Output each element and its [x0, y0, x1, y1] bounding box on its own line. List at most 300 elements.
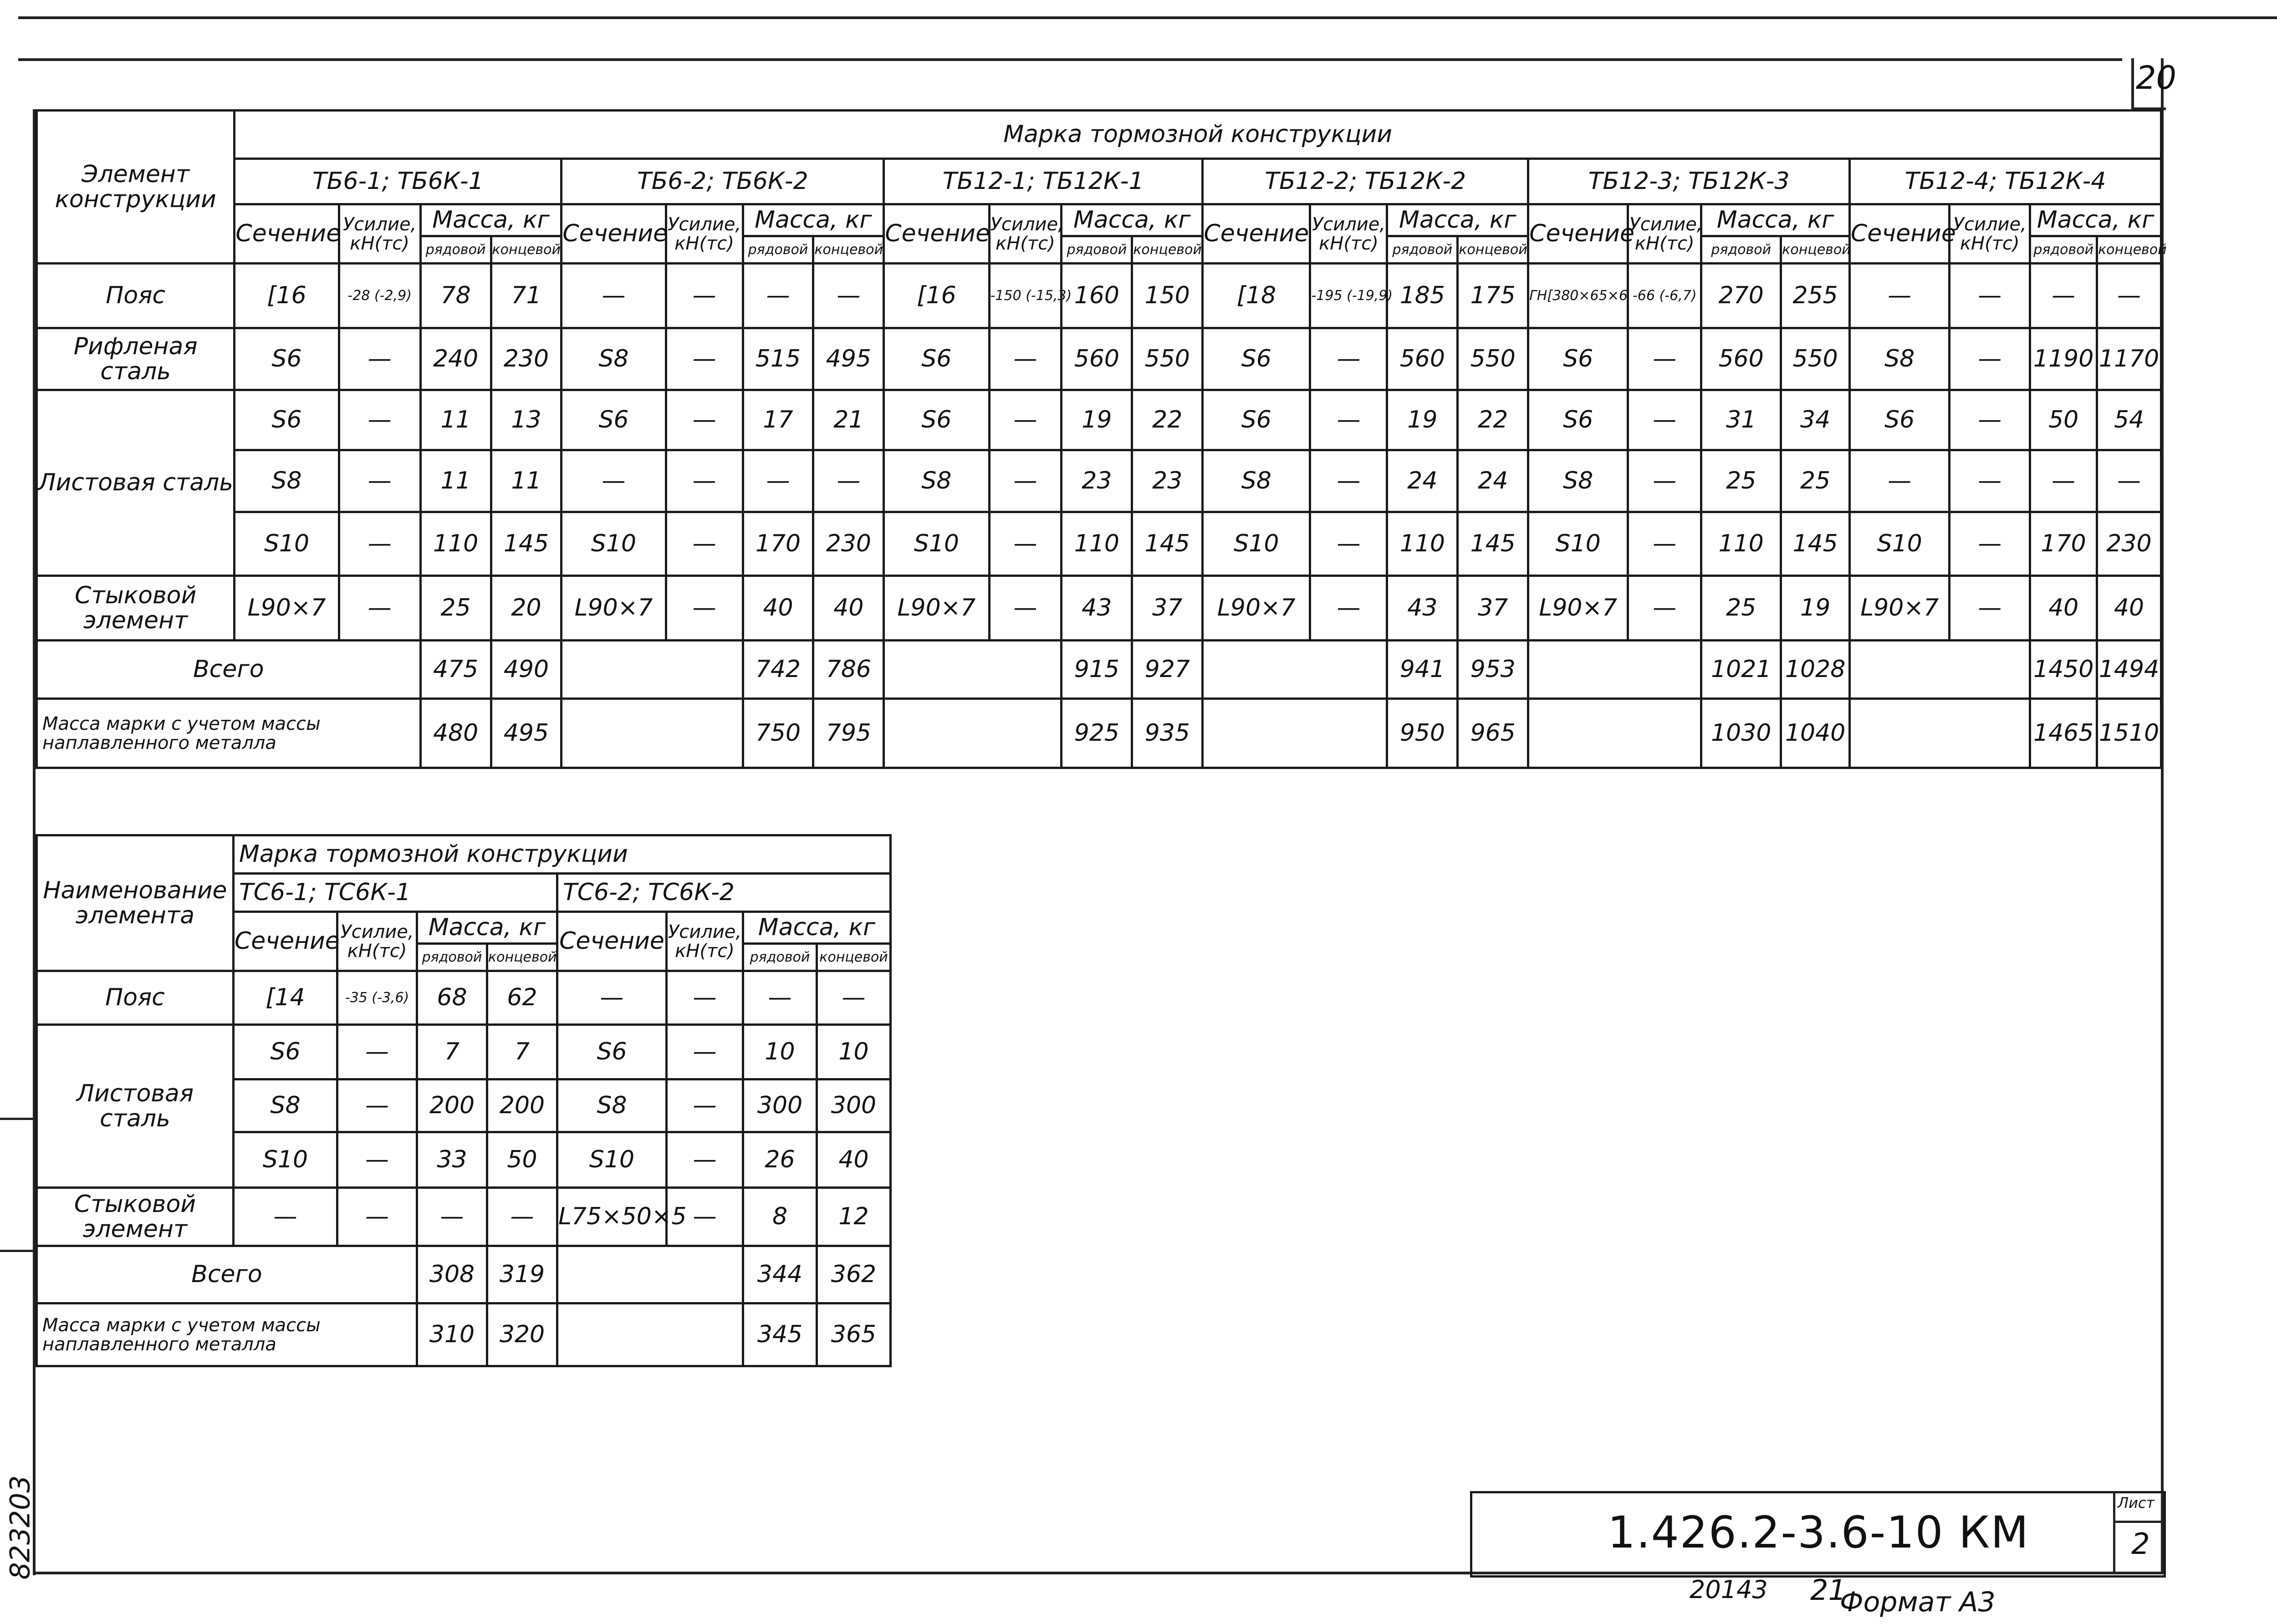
table-cell: — [339, 328, 420, 390]
table-cell: [14 [234, 971, 337, 1025]
empty-cell [884, 699, 1062, 768]
table-cell: S6 [234, 1025, 337, 1079]
table-cell: — [667, 971, 743, 1025]
mass-row-value: 950 [1387, 699, 1458, 768]
top-table [36, 109, 2167, 769]
title-block-divider [2113, 1491, 2115, 1573]
table-cell: — [743, 450, 813, 512]
table-cell: 25 [1781, 450, 1850, 512]
section-header: Сечение [557, 912, 667, 971]
table-cell: 43 [1062, 576, 1132, 641]
table-cell: 25 [420, 576, 491, 641]
table-cell: S10 [884, 512, 989, 576]
totals-label: Всего [37, 641, 421, 699]
table-cell: L90×7 [1850, 576, 1950, 641]
table-cell: 71 [491, 264, 562, 328]
group-header: ТБ12-2; ТБ12К-2 [1203, 159, 1528, 204]
table-cell: — [337, 1079, 417, 1132]
table-cell: 37 [1132, 576, 1203, 641]
totals-row [37, 1246, 891, 1303]
sheet-number: 2 [2131, 1527, 2150, 1561]
table-cell: 200 [417, 1079, 487, 1132]
table-cell: S6 [562, 390, 666, 450]
table-cell: 19 [1387, 390, 1458, 450]
row-mass-header: рядовой [1062, 236, 1132, 264]
mass-row [37, 699, 2161, 768]
mass-row-value: 1030 [1701, 699, 1781, 768]
table-cell: 495 [813, 328, 884, 390]
mass-header: Масса, кг [743, 204, 884, 236]
table-title: Марка тормозной конструкции [235, 111, 2161, 159]
section-header: Сечение [884, 204, 989, 264]
table-cell: 8 [743, 1188, 817, 1246]
total-end-mass: 927 [1132, 641, 1203, 699]
table-cell: 170 [743, 512, 813, 576]
table-cell: S8 [562, 328, 666, 390]
force-header: Усилие, кН(тс) [339, 204, 420, 264]
table-cell: 40 [2030, 576, 2097, 641]
total-row-mass: 941 [1387, 641, 1458, 699]
row-label: Листовая сталь [37, 390, 235, 576]
mass-row [37, 1303, 891, 1366]
end-mass-header: концевой [1781, 236, 1850, 264]
table-cell: — [487, 1188, 557, 1246]
table-cell: — [989, 328, 1062, 390]
group-header: ТБ12-3; ТБ12К-3 [1528, 159, 1850, 204]
table-cell: — [1950, 512, 2030, 576]
table-cell: 22 [1458, 390, 1528, 450]
table-cell: — [234, 1188, 337, 1246]
table-cell: — [666, 390, 743, 450]
sheet-label-rule [2113, 1521, 2162, 1523]
bottom-table [36, 834, 892, 1367]
table-cell: — [339, 450, 420, 512]
document-code: 1.426.2-3.6-10 КМ [1608, 1507, 2030, 1558]
table-cell: 110 [420, 512, 491, 576]
end-mass-header: концевой [487, 944, 557, 971]
row-mass-header: рядовой [420, 236, 491, 264]
row-label: Пояс [37, 971, 234, 1025]
table-cell: 200 [487, 1079, 557, 1132]
table-cell: 23 [1132, 450, 1203, 512]
table-cell: 34 [1781, 390, 1850, 450]
table-cell: 22 [1132, 390, 1203, 450]
end-mass-header: концевой [1458, 236, 1528, 264]
table-cell: 19 [1062, 390, 1132, 450]
table-cell: 50 [2030, 390, 2097, 450]
table-cell: 230 [2097, 512, 2161, 576]
table-cell: 50 [487, 1132, 557, 1188]
table-cell: — [1628, 450, 1701, 512]
force-header: Усилие, кН(тс) [989, 204, 1062, 264]
total-row-mass: 742 [743, 641, 813, 699]
table-cell: S8 [557, 1079, 667, 1132]
table-cell: S6 [235, 390, 339, 450]
table-cell: 560 [1062, 328, 1132, 390]
table-cell: — [666, 264, 743, 328]
table-cell: — [2030, 450, 2097, 512]
mass-header: Масса, кг [417, 912, 557, 944]
table-cell: S10 [557, 1132, 667, 1188]
table-cell: 10 [743, 1025, 817, 1079]
group-header: ТБ6-2; ТБ6К-2 [562, 159, 884, 204]
table-row [37, 576, 2161, 641]
row-label: Стыковой элемент [37, 576, 235, 641]
table-cell: — [667, 1079, 743, 1132]
table-cell: 300 [817, 1079, 891, 1132]
table-cell: S6 [1203, 390, 1310, 450]
total-end-mass: 786 [813, 641, 884, 699]
table-cell: 54 [2097, 390, 2161, 450]
table-cell: L75×50×5 [557, 1188, 667, 1246]
table-cell: 24 [1387, 450, 1458, 512]
empty-cell [1528, 641, 1701, 699]
row-label: Рифленая сталь [37, 328, 235, 390]
table-cell: 12 [817, 1188, 891, 1246]
total-end-mass: 1494 [2097, 641, 2161, 699]
table-cell: — [667, 1188, 743, 1246]
table-cell: 145 [1781, 512, 1850, 576]
mass-end-value: 965 [1458, 699, 1528, 768]
table-cell: S8 [884, 450, 989, 512]
footer-format: Формат А3 [1840, 1586, 1996, 1618]
total-end-mass: 490 [491, 641, 562, 699]
end-mass-header: концевой [817, 944, 891, 971]
table-cell: 270 [1701, 264, 1781, 328]
table-cell: ГН[380×65×6 [1528, 264, 1628, 328]
mass-row-value: 480 [420, 699, 491, 768]
table-cell: — [1628, 576, 1701, 641]
table-cell: — [1310, 576, 1387, 641]
total-end-mass: 362 [817, 1246, 891, 1303]
group-header: ТБ6-1; ТБ6К-1 [235, 159, 562, 204]
table-cell: 10 [817, 1025, 891, 1079]
mass-header: Масса, кг [1701, 204, 1850, 236]
table-row [37, 264, 2161, 328]
table-cell: — [339, 576, 420, 641]
empty-cell [557, 1303, 743, 1366]
table-cell: 33 [417, 1132, 487, 1188]
section-header: Сечение [1203, 204, 1310, 264]
mass-row-value: 345 [743, 1303, 817, 1366]
table-cell: S6 [235, 328, 339, 390]
table-cell: S6 [884, 328, 989, 390]
table-cell: — [989, 390, 1062, 450]
mass-header: Масса, кг [1062, 204, 1203, 236]
row-mass-header: рядовой [743, 236, 813, 264]
table-cell: — [417, 1188, 487, 1246]
table-cell: — [667, 1025, 743, 1079]
section-header: Сечение [1528, 204, 1628, 264]
table-cell: 230 [813, 512, 884, 576]
table-cell: 1190 [2030, 328, 2097, 390]
table-cell: 40 [817, 1132, 891, 1188]
force-header: Усилие, кН(тс) [667, 912, 743, 971]
table-cell: 145 [1458, 512, 1528, 576]
table-cell: 300 [743, 1079, 817, 1132]
table-cell: S6 [884, 390, 989, 450]
totals-label: Всего [37, 1246, 417, 1303]
table-cell: — [1950, 576, 2030, 641]
table-cell: 110 [1701, 512, 1781, 576]
section-header: Сечение [234, 912, 337, 971]
empty-cell [1850, 641, 2030, 699]
table-cell: -28 (-2,9) [339, 264, 420, 328]
table-cell: 230 [491, 328, 562, 390]
table-cell: — [666, 512, 743, 576]
table-cell: — [562, 264, 666, 328]
table-cell: — [337, 1188, 417, 1246]
table-cell: S6 [557, 1025, 667, 1079]
table-cell: 550 [1781, 328, 1850, 390]
total-end-mass: 953 [1458, 641, 1528, 699]
mass-row-value: 1465 [2030, 699, 2097, 768]
table-cell: — [813, 264, 884, 328]
table-cell: 515 [743, 328, 813, 390]
empty-cell [557, 1246, 743, 1303]
footer-left-number: 20143 [1690, 1575, 1768, 1604]
table-cell: 40 [813, 576, 884, 641]
table-cell: 31 [1701, 390, 1781, 450]
table-cell: — [1310, 512, 1387, 576]
table-cell: 255 [1781, 264, 1850, 328]
table-cell: — [1310, 328, 1387, 390]
table-cell: 110 [1387, 512, 1458, 576]
mass-row-value: 925 [1062, 699, 1132, 768]
table-cell: 37 [1458, 576, 1528, 641]
table-cell: 550 [1458, 328, 1528, 390]
force-header: Усилие, кН(тс) [1628, 204, 1701, 264]
table-cell: 68 [417, 971, 487, 1025]
table-cell: 62 [487, 971, 557, 1025]
table-cell: 40 [743, 576, 813, 641]
end-mass-header: концевой [1132, 236, 1203, 264]
table-cell: — [337, 1025, 417, 1079]
top-rule [18, 16, 2277, 19]
table-cell: — [339, 512, 420, 576]
empty-cell [1850, 699, 2030, 768]
section-header: Сечение [235, 204, 339, 264]
table-cell: 20 [491, 576, 562, 641]
total-row-mass: 475 [420, 641, 491, 699]
table-cell: [16 [884, 264, 989, 328]
table-row [37, 328, 2161, 390]
table-cell: — [666, 328, 743, 390]
mass-header: Масса, кг [420, 204, 562, 236]
row-mass-header: рядовой [1701, 236, 1781, 264]
force-header: Усилие, кН(тс) [1310, 204, 1387, 264]
table-cell: — [1950, 264, 2030, 328]
table-cell: 11 [420, 390, 491, 450]
table-cell: — [557, 971, 667, 1025]
table-cell: S6 [1528, 390, 1628, 450]
top-rule-2 [18, 58, 2122, 61]
table-cell: — [813, 450, 884, 512]
table-cell: S6 [1203, 328, 1310, 390]
force-header: Усилие, кН(тс) [1950, 204, 2030, 264]
group-header: ТБ12-4; ТБ12К-4 [1850, 159, 2161, 204]
table-cell: — [989, 450, 1062, 512]
section-header: Сечение [1850, 204, 1950, 264]
table-cell: 145 [491, 512, 562, 576]
table-cell: — [817, 971, 891, 1025]
table-cell: 17 [743, 390, 813, 450]
total-row-mass: 1021 [1701, 641, 1781, 699]
mass-end-value: 365 [817, 1303, 891, 1366]
group-header: ТС6-1; ТС6К-1 [234, 874, 557, 912]
mass-row-value: 750 [743, 699, 813, 768]
end-mass-header: концевой [491, 236, 562, 264]
mass-header: Масса, кг [2030, 204, 2161, 236]
force-header: Усилие, кН(тс) [337, 912, 417, 971]
table-cell: — [1628, 328, 1701, 390]
table-cell: S6 [1528, 328, 1628, 390]
table-cell: S10 [562, 512, 666, 576]
empty-cell [1203, 699, 1387, 768]
table-cell: 13 [491, 390, 562, 450]
table-cell: 43 [1387, 576, 1458, 641]
mass-row-value: 310 [417, 1303, 487, 1366]
table-cell: S8 [1203, 450, 1310, 512]
mass-end-value: 1040 [1781, 699, 1850, 768]
table-cell: 26 [743, 1132, 817, 1188]
side-stamp: 823203 [4, 1475, 36, 1580]
footer-right-number: 21 [1810, 1573, 1846, 1607]
table-cell: L90×7 [562, 576, 666, 641]
group-header: ТБ12-1; ТБ12К-1 [884, 159, 1203, 204]
empty-cell [884, 641, 1062, 699]
table-cell: 78 [420, 264, 491, 328]
page-number: 20 [2136, 59, 2177, 97]
force-header: Усилие, кН(тс) [666, 204, 743, 264]
table-cell: [16 [235, 264, 339, 328]
table-cell: — [1850, 450, 1950, 512]
table-cell: 11 [420, 450, 491, 512]
table-cell: L90×7 [884, 576, 989, 641]
mass-end-value: 320 [487, 1303, 557, 1366]
mass-header: Масса, кг [1387, 204, 1528, 236]
margin-tick [0, 1250, 35, 1252]
table-cell: 7 [417, 1025, 487, 1079]
table-cell: — [989, 512, 1062, 576]
mass-label: Масса марки с учетом массы наплавленного металла [37, 1303, 417, 1366]
mass-end-value: 1510 [2097, 699, 2161, 768]
table-row [37, 450, 2161, 512]
table-cell: 25 [1701, 450, 1781, 512]
table-cell: — [2030, 264, 2097, 328]
mass-end-value: 935 [1132, 699, 1203, 768]
mass-end-value: 795 [813, 699, 884, 768]
table-cell: S6 [1850, 390, 1950, 450]
table-cell: — [666, 450, 743, 512]
table-cell: 25 [1701, 576, 1781, 641]
table-cell: -195 (-19,9) [1310, 264, 1387, 328]
total-end-mass: 1028 [1781, 641, 1850, 699]
empty-cell [1528, 699, 1701, 768]
table-cell: — [1950, 328, 2030, 390]
total-end-mass: 319 [487, 1246, 557, 1303]
table-cell: S10 [1528, 512, 1628, 576]
row-mass-header: рядовой [417, 944, 487, 971]
table-cell: 1170 [2097, 328, 2161, 390]
table-cell: 560 [1387, 328, 1458, 390]
total-row-mass: 915 [1062, 641, 1132, 699]
sheet-label: Лист [2118, 1494, 2155, 1512]
table-cell: -35 (-3,6) [337, 971, 417, 1025]
table-cell: 110 [1062, 512, 1132, 576]
table-cell: 560 [1701, 328, 1781, 390]
table-row [37, 1025, 891, 1079]
table-cell: — [1628, 390, 1701, 450]
row-mass-header: рядовой [1387, 236, 1458, 264]
table-cell: S8 [235, 450, 339, 512]
empty-cell [1203, 641, 1387, 699]
table-cell: — [743, 971, 817, 1025]
table-cell: — [2097, 264, 2161, 328]
table-cell: 24 [1458, 450, 1528, 512]
table-cell: 21 [813, 390, 884, 450]
empty-cell [562, 641, 743, 699]
table-cell: S10 [1850, 512, 1950, 576]
table-cell: 150 [1132, 264, 1203, 328]
table-cell: — [666, 576, 743, 641]
table-cell: -150 (-15,3) [989, 264, 1062, 328]
table-row [37, 971, 891, 1025]
table-cell: L90×7 [1528, 576, 1628, 641]
group-header: ТС6-2; ТС6К-2 [557, 874, 891, 912]
table-cell: — [1950, 390, 2030, 450]
total-row-mass: 308 [417, 1246, 487, 1303]
table-cell: 185 [1387, 264, 1458, 328]
table-cell: — [1850, 264, 1950, 328]
table-title: Марка тормозной конструкции [234, 835, 891, 874]
table-cell: S10 [1203, 512, 1310, 576]
row-label: Стыковой элемент [37, 1188, 234, 1246]
totals-row [37, 641, 2161, 699]
end-mass-header: концевой [813, 236, 884, 264]
table-cell: L90×7 [235, 576, 339, 641]
table-row [37, 1188, 891, 1246]
table-cell: 240 [420, 328, 491, 390]
empty-cell [562, 699, 743, 768]
table-cell: S8 [1528, 450, 1628, 512]
element-header: Элемент конструкции [37, 111, 235, 264]
margin-tick [0, 1118, 35, 1120]
table-cell: 170 [2030, 512, 2097, 576]
table-cell: — [1950, 450, 2030, 512]
mass-label: Масса марки с учетом массы наплавленного металла [37, 699, 421, 768]
table-cell: 11 [491, 450, 562, 512]
table-cell: S8 [1850, 328, 1950, 390]
table-cell: [18 [1203, 264, 1310, 328]
table-cell: 160 [1062, 264, 1132, 328]
table-cell: — [562, 450, 666, 512]
total-row-mass: 344 [743, 1246, 817, 1303]
row-mass-header: рядовой [2030, 236, 2097, 264]
table-cell: L90×7 [1203, 576, 1310, 641]
table-cell: S8 [234, 1079, 337, 1132]
row-label: Пояс [37, 264, 235, 328]
row-label: Листовая сталь [37, 1025, 234, 1188]
table-row [37, 512, 2161, 576]
mass-header: Масса, кг [743, 912, 891, 944]
table-row [37, 390, 2161, 450]
table-cell: — [2097, 450, 2161, 512]
element-header: Наименование элемента [37, 835, 234, 971]
table-cell: 23 [1062, 450, 1132, 512]
table-cell: -66 (-6,7) [1628, 264, 1701, 328]
table-cell: — [1628, 512, 1701, 576]
